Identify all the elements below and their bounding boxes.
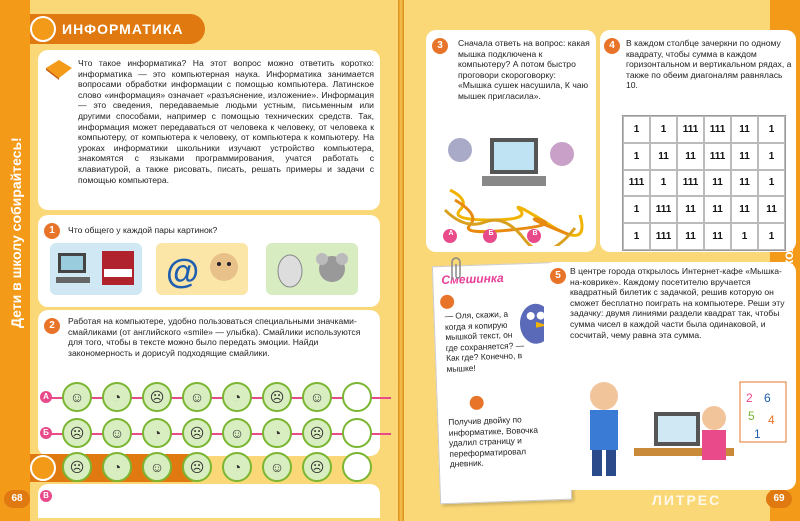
grid-cell[interactable]: 1 — [758, 143, 785, 170]
page-number-left: 68 — [4, 490, 30, 508]
joke-title: Смешинка — [441, 270, 504, 288]
pair-computer-piano — [50, 243, 142, 295]
smiley: ☺ — [62, 382, 92, 412]
grid-cell[interactable]: 111 — [677, 116, 704, 143]
lower-row-card — [38, 484, 380, 518]
grid-cell[interactable]: 11 — [731, 143, 758, 170]
paperclip-icon — [448, 256, 462, 282]
svg-text:5: 5 — [748, 409, 755, 423]
grid-cell[interactable]: 111 — [623, 170, 650, 197]
smiley: ☺ — [222, 418, 252, 448]
smiley-blank[interactable] — [342, 452, 372, 482]
smiley-blank[interactable] — [342, 418, 372, 448]
grid-cell[interactable]: 11 — [704, 170, 731, 197]
grid-cell[interactable]: 11 — [731, 196, 758, 223]
maze-computer-picture — [430, 130, 592, 246]
computer-piano-picture — [50, 243, 142, 295]
svg-text:4: 4 — [768, 413, 775, 427]
joke-bullet-icon-2 — [469, 396, 483, 410]
grid-cell[interactable]: 111 — [677, 170, 704, 197]
grid-cell[interactable]: 1 — [731, 223, 758, 250]
internet-cafe-picture — [564, 372, 790, 484]
lower-header-dot — [30, 455, 56, 481]
smiley: ◔ — [102, 382, 132, 412]
smiley-row-b — [46, 433, 391, 435]
left-page — [0, 0, 398, 521]
smiley: ☹ — [62, 452, 92, 482]
smiley: ◔ — [262, 418, 292, 448]
grid-cell[interactable]: 11 — [650, 143, 677, 170]
smiley: ☹ — [182, 418, 212, 448]
watermark-text: ЛИТРЕС — [652, 492, 722, 508]
row-label-c2: В — [40, 490, 52, 502]
left-spine-text: Дети в школу собирайтесь! — [8, 137, 24, 328]
grid-cell[interactable]: 1 — [650, 170, 677, 197]
task2-number: 2 — [44, 318, 60, 334]
grid-cell[interactable]: 1 — [650, 116, 677, 143]
smiley: ☺ — [302, 382, 332, 412]
intro-text: Что такое информатика? На этот вопрос можно ответить коротко: информатика — это компьютерная наука. Информатика занимается вопросами обработки информации с помощью компьютера. Латинское слово «информация» означает «разъяснение, изложение». Информация — это сведения, передаваемые людьми устным, письменным или другими способами, например с помощью технических средств. Так, информация может передаваться от человека к человеку, от человека к компьютеру, от компьютера к человеку, от компьютера к компьютеру. На уроках информатики школьники изучают устройство компьютера, знакомятся с языками программирования, учатся работать с клавиатурой, а также рисовать, писать, решать примеры и задачи с помощью компьютера. — [78, 58, 374, 185]
smiley: ☹ — [182, 452, 212, 482]
page-number-right: 69 — [766, 490, 792, 508]
smiley: ☹ — [62, 418, 92, 448]
smiley: ☹ — [302, 452, 332, 482]
smiley: ☹ — [302, 418, 332, 448]
grid-cell[interactable]: 11 — [704, 196, 731, 223]
joke1-text: — Оля, скажи, а когда я копирую мышкой текст, он где сохраняется? — Как где? Конечно, в мышке! — [444, 308, 525, 374]
grid-cell[interactable]: 111 — [650, 223, 677, 250]
grid-cell[interactable]: 1 — [623, 116, 650, 143]
svg-text:2: 2 — [746, 391, 753, 405]
intro-card — [38, 50, 380, 210]
svg-text:6: 6 — [764, 391, 771, 405]
task1-card — [38, 215, 380, 307]
smiley: ☹ — [142, 382, 172, 412]
smiley-blank[interactable] — [342, 382, 372, 412]
grid-cell[interactable]: 1 — [758, 116, 785, 143]
smiley: ☺ — [102, 418, 132, 448]
grid-cell[interactable]: 1 — [623, 196, 650, 223]
task4-text: В каждом столбце зачеркни по одному квадрату, чтобы сумма в каждом горизонтальном и вертикальном рядах, а также по обеим диагоналям равнялась 10. — [626, 38, 792, 91]
smiley: ☺ — [142, 452, 172, 482]
grid-cell[interactable]: 11 — [704, 223, 731, 250]
task3-number: 3 — [432, 38, 448, 54]
maze-label-a: А — [448, 230, 454, 237]
row-label-a: А — [40, 391, 52, 403]
grid-cell[interactable]: 11 — [677, 196, 704, 223]
maze-label-c: В — [532, 230, 538, 237]
grid-cell[interactable]: 11 — [731, 116, 758, 143]
task1-text: Что общего у каждой пары картинок? — [68, 225, 218, 235]
at-dog-picture — [156, 243, 248, 295]
grid-cell[interactable]: 1 — [623, 223, 650, 250]
smiley: ◔ — [102, 452, 132, 482]
smiley: ◔ — [222, 452, 252, 482]
grid-cell[interactable]: 1 — [623, 143, 650, 170]
right-page — [404, 0, 800, 521]
smiley: ☺ — [182, 382, 212, 412]
smiley: ☺ — [262, 452, 292, 482]
section-title: ИНФОРМАТИКА — [30, 14, 205, 44]
grid-cell[interactable]: 11 — [758, 196, 785, 223]
smiley-row-a — [46, 397, 391, 399]
task2-text: Работая на компьютере, удобно пользоваться специальными значками-смайликами (от английского «smile» — улыбка). Смайлики используются для того, чтобы в тексте можно было передать эмоции. Найди закономерность и дорисуй подходящие смайлики. — [68, 316, 361, 358]
task4-number: 4 — [604, 38, 620, 54]
joke-bullet-icon — [440, 295, 454, 309]
pair-mouse-mouse — [266, 243, 358, 295]
task5-number: 5 — [550, 268, 566, 284]
book-icon — [44, 58, 74, 80]
pair-at-dog — [156, 243, 248, 295]
task3-card — [426, 30, 596, 252]
joke2-text: Получив двойку по информатике, Вовочка удалил страницу и переформатировал дневник. — [448, 414, 539, 470]
grid-cell[interactable]: 11 — [677, 223, 704, 250]
grid-cell[interactable]: 111 — [650, 196, 677, 223]
grid-cell[interactable]: 11 — [677, 143, 704, 170]
grid-cell[interactable]: 111 — [704, 143, 731, 170]
task5-text: В центре города открылось Интернет-кафе «Мышка-на-коврике». Каждому посетителю вручается квадратный билетик с задачкой, решив которую он сможет бесплатно поиграть на компьютере. Реши эту задачку: двумя линиями раздели квадрат так, чтобы сумма чисел в каждой части была одинаковой, и сосчитай, чему равна эта сумма. — [570, 266, 785, 340]
mouse-mouse-picture — [266, 243, 358, 295]
smiley: ◔ — [222, 382, 252, 412]
section-icon — [30, 16, 56, 42]
grid-cell[interactable]: 111 — [704, 116, 731, 143]
smiley: ☹ — [262, 382, 292, 412]
smiley: ◔ — [142, 418, 172, 448]
number-grid — [622, 115, 786, 251]
task3-text: Сначала ответь на вопрос: какая мышка подключена к компьютеру? А потом быстро проговори скороговорку: «Мышка сушек насушила, К чаю мышек пригласила». — [458, 38, 590, 101]
grid-cell[interactable]: 1 — [758, 170, 785, 197]
svg-text:1: 1 — [754, 427, 761, 441]
task5-card — [544, 262, 796, 490]
svg-text:@: @ — [166, 253, 200, 291]
maze-label-b: Б — [488, 230, 494, 237]
task1-number: 1 — [44, 223, 60, 239]
grid-cell[interactable]: 1 — [758, 223, 785, 250]
grid-cell[interactable]: 11 — [731, 170, 758, 197]
row-label-b: Б — [40, 427, 52, 439]
